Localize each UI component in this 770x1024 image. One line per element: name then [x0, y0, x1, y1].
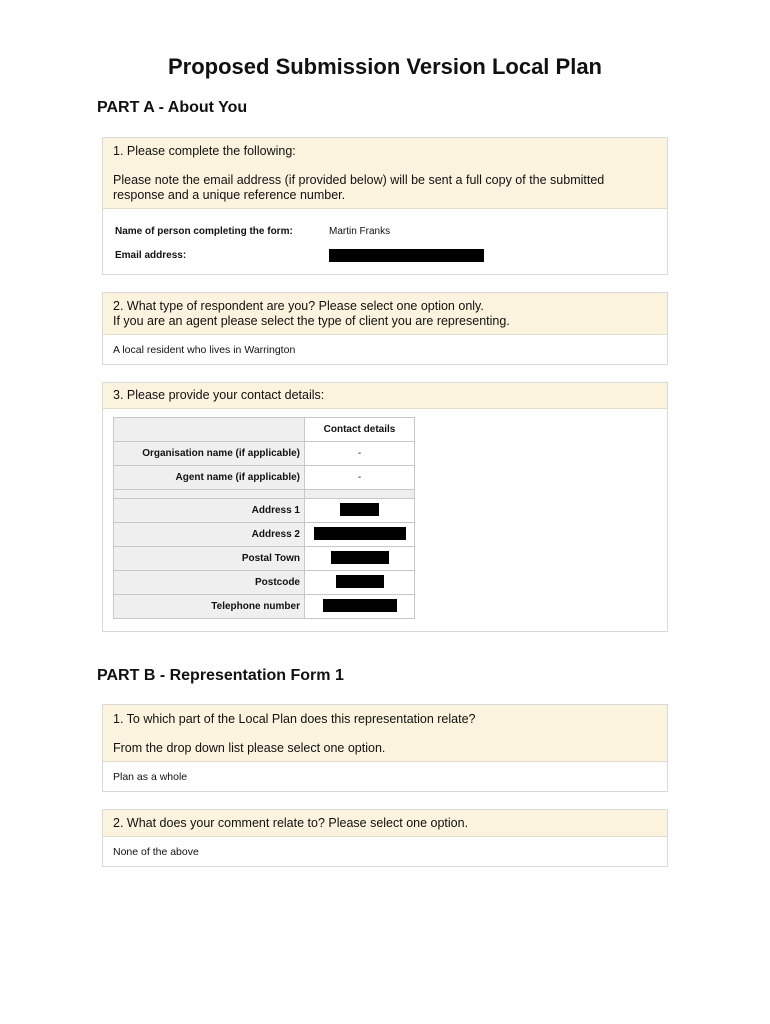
row-label: Postcode [114, 571, 305, 595]
table-row [114, 595, 415, 619]
column-header: Contact details [305, 418, 415, 442]
postal-town-redaction [331, 551, 389, 564]
row-label: Agent name (if applicable) [114, 466, 305, 490]
part-a-heading: PART A - About You [97, 99, 248, 116]
comment-relation-answer: None of the above [113, 846, 199, 858]
table-row [114, 547, 415, 571]
email-row [103, 243, 667, 267]
question-header [103, 383, 667, 409]
telephone-redaction [323, 599, 397, 612]
address1-redaction [340, 503, 379, 516]
row-label: Address 1 [114, 499, 305, 523]
part-a-question-2 [102, 292, 668, 365]
table-row [114, 442, 415, 466]
question-header [103, 293, 667, 335]
respondent-type-answer: A local resident who lives in Warrington [113, 344, 296, 356]
question-header [103, 810, 667, 837]
row-label: Organisation name (if applicable) [114, 442, 305, 466]
table-corner [114, 418, 305, 442]
question-text: 1. Please complete the following: [113, 144, 296, 158]
table-row [114, 466, 415, 490]
row-label: Address 2 [114, 523, 305, 547]
table-row [114, 523, 415, 547]
table-row [114, 571, 415, 595]
question-text: 2. What type of respondent are you? Please select one option only. [113, 299, 484, 313]
question-note: Please note the email address (if provided below) will be sent a full copy of the submitted [113, 173, 605, 187]
question-note-cont: response and a unique reference number. [113, 188, 346, 202]
question-note: If you are an agent please select the type of client you are representing. [113, 314, 510, 328]
table-row [114, 499, 415, 523]
row-label: Telephone number [114, 595, 305, 619]
email-redaction [329, 249, 484, 262]
row-value [305, 523, 415, 547]
row-value: - [305, 466, 415, 490]
part-b-heading: PART B - Representation Form 1 [97, 667, 344, 684]
question-text: 2. What does your comment relate to? Please select one option. [113, 816, 469, 830]
name-row [103, 219, 667, 243]
row-value: - [305, 442, 415, 466]
row-value [305, 499, 415, 523]
name-value: Martin Franks [329, 225, 391, 237]
email-label: Email address: [115, 249, 187, 261]
question-header [103, 138, 667, 209]
address2-redaction [314, 527, 406, 540]
name-label: Name of person completing the form: [115, 225, 293, 237]
row-value [305, 595, 415, 619]
question-note: From the drop down list please select one option. [113, 741, 386, 755]
question-header [103, 705, 667, 762]
postcode-redaction [336, 575, 384, 588]
question-text: 1. To which part of the Local Plan does this representation relate? [113, 712, 476, 726]
document-title: Proposed Submission Version Local Plan [168, 54, 602, 79]
row-value [305, 571, 415, 595]
contact-details-table [113, 417, 415, 619]
row-label: Postal Town [114, 547, 305, 571]
part-b-question-1 [102, 704, 668, 792]
plan-part-answer: Plan as a whole [113, 771, 188, 783]
row-value [305, 547, 415, 571]
part-b-question-2 [102, 809, 668, 867]
part-a-question-3 [102, 382, 668, 632]
question-text: 3. Please provide your contact details: [113, 388, 325, 402]
part-a-question-1 [102, 137, 668, 275]
